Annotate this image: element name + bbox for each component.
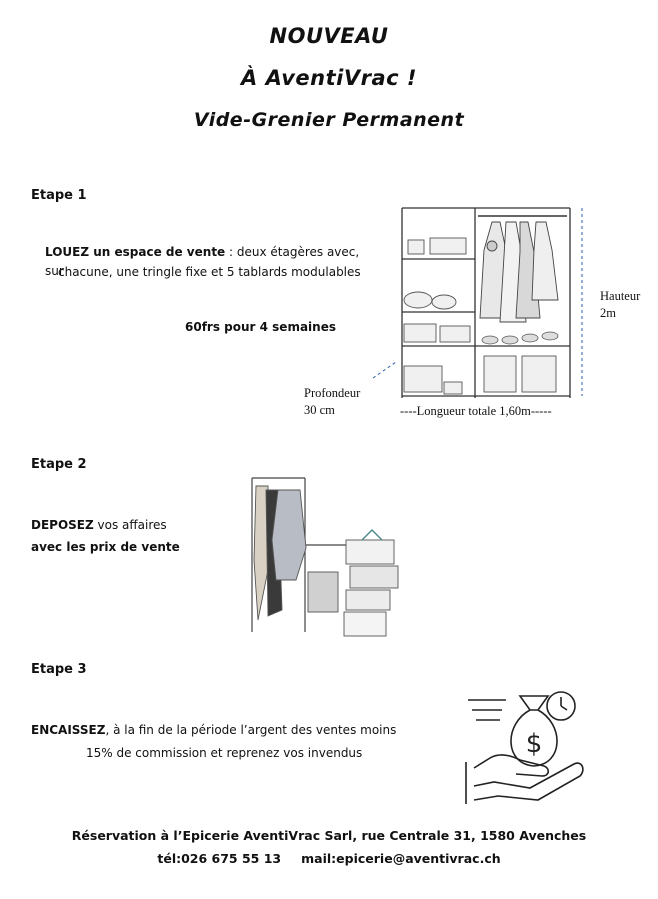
step1-line2: chacune, une tringle fixe et 5 tablards modulables [58,265,361,279]
depth-dashed-line [373,362,396,378]
footer-contact [0,851,658,866]
folded-items [404,238,556,394]
footer-address: Réservation à l’Epicerie AventiVrac Sarl, rue Centrale 31, 1580 Avenches [71,828,587,843]
hat-boxes [308,530,398,636]
footer-mail[interactable]: mail:epicerie@aventivrac.ch [301,851,501,866]
step2-text: vos affaires [93,518,167,532]
step2-line2: avec les prix de vente [31,540,180,554]
depth-label: Profondeur [304,386,361,400]
step1-heading: Etape 1 [31,188,87,203]
step3-line2: 15% de commission et reprenez vos invendus [86,746,363,760]
height-label: Hauteur [600,289,641,303]
step2-heading: Etape 2 [31,457,87,472]
title-vide-grenier: Vide-Grenier Permanent [193,109,465,131]
step3-line1 [31,721,451,740]
dollar-symbol: $ [525,729,543,759]
step1-text: : deux étagères avec, sur [45,245,360,278]
step1-price: 60frs pour 4 semaines [185,320,336,334]
shoes [482,332,558,344]
title-aventivrac: À AventiVrac ! [241,66,417,90]
shelf-frame [402,208,570,398]
height-value: 2m [600,306,616,320]
title-nouveau: NOUVEAU [269,24,389,48]
hanging-clothes [480,222,558,322]
length-label: ----Longueur totale 1,60m----- [400,404,552,418]
step3-lead: ENCAISSEZ [31,723,106,737]
footer-phone: tél:026 675 55 13 [157,851,282,866]
step2-lead: DEPOSEZ [31,518,94,532]
step1-lead: LOUEZ un espace de vente [45,245,226,259]
step2-line1 [31,516,167,535]
step3-text: , à la fin de la période l’argent des ventes moins [105,723,397,737]
step3-heading: Etape 3 [31,662,87,677]
depth-value: 30 cm [304,403,335,417]
